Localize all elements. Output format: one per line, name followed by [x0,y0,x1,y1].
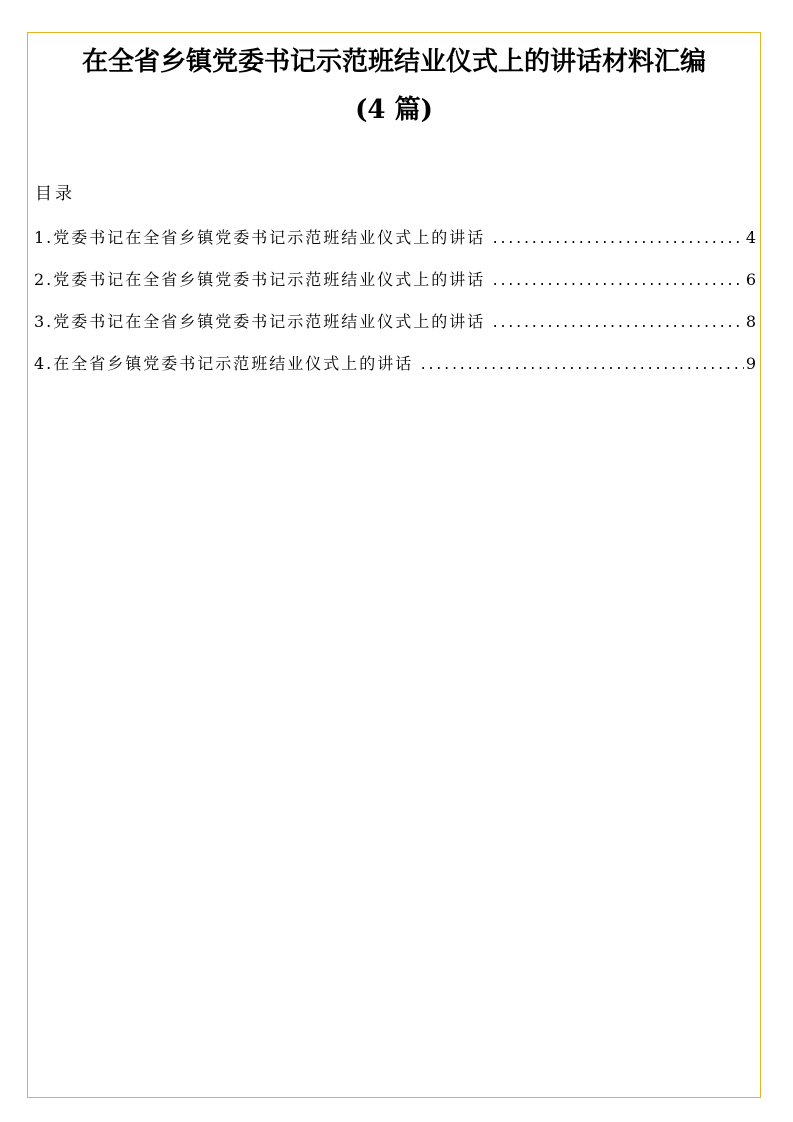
toc-entry-page: 6 [745,270,756,289]
toc-entry-page: 8 [745,312,756,331]
page-frame [27,32,761,1098]
toc-entry-4[interactable] [34,352,756,394]
toc-dot-leader [491,228,744,252]
toc-dot-leader [419,354,744,378]
document-title: 在全省乡镇党委书记示范班结业仪式上的讲话材料汇编 [81,47,706,77]
toc-entry-3[interactable] [34,310,756,352]
toc-dot-leader [491,312,744,336]
toc-heading: 目录 [35,184,75,204]
toc-entry-label: 3.党委书记在全省乡镇党委书记示范班结业仪式上的讲话 [34,312,486,331]
toc-dot-leader [491,270,744,294]
toc-entry-label: 1.党委书记在全省乡镇党委书记示范班结业仪式上的讲话 [34,228,486,247]
toc-entry-label: 4.在全省乡镇党委书记示范班结业仪式上的讲话 [34,354,414,373]
toc-entry-1[interactable] [34,226,756,268]
toc-entry-page: 4 [745,228,756,247]
document-subtitle: (4 篇) [355,95,433,125]
table-of-contents [34,226,756,394]
toc-entry-page: 9 [745,354,756,373]
toc-entry-label: 2.党委书记在全省乡镇党委书记示范班结业仪式上的讲话 [34,270,486,289]
toc-entry-2[interactable] [34,268,756,310]
